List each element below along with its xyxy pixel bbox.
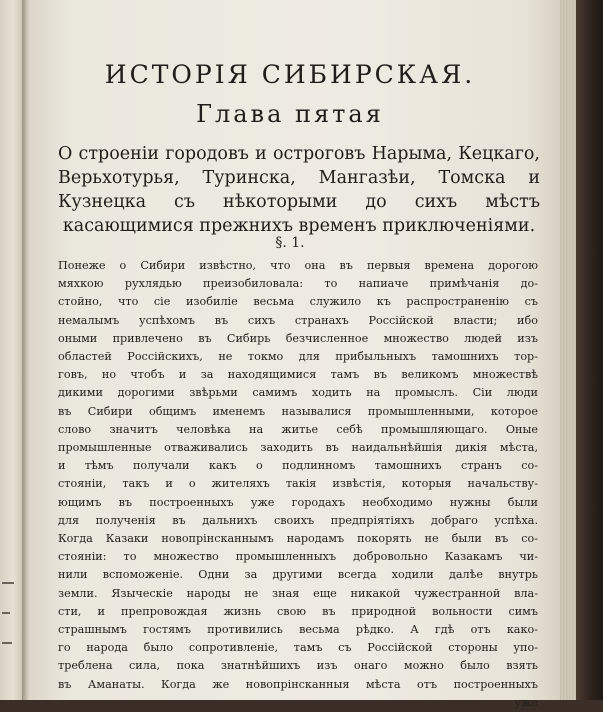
body-line: уже	[514, 695, 538, 709]
body-line: сти, и препровождая жизнь свою въ природной вольности симъ	[58, 604, 538, 618]
body-line: мяхкою рухлядью преизобиловала: то напиаче примѣчанія до-	[58, 277, 538, 291]
running-head: ИСТОРІЯ СИБИРСКАЯ.	[104, 60, 476, 89]
body-line: и тѣмъ получали какъ о подлинномъ тамошнихъ странъ со-	[58, 459, 538, 473]
body-line: въ Аманаты. Когда же новопрінсканныя мѣста отъ построенныхъ	[58, 677, 538, 691]
body-line: для полученія въ дальнихъ своихъ предпріятіяхъ добраго успѣха.	[58, 513, 538, 527]
body-line: стояніи, такъ и о жителяхъ такія извѣстія, которыя начальству-	[58, 477, 538, 491]
body-line: Понеже о Сибири извѣстно, что она въ первыя времена дорогою	[58, 259, 538, 272]
body-line: Когда Казаки новопрінсканнымъ народамъ покорять не были въ со-	[58, 532, 538, 546]
body-line: слово значитъ человѣка на житье себѣ промышляющаго. Оные	[58, 422, 538, 436]
body-line: оными привлечено въ Сибирь безчисленное множество людей изъ	[58, 331, 538, 345]
chapter-subtitle: О строеніи городовъ и остроговъ Нарыма, Кецкаго, Верьхотурья, Туринска, Мангазѣи, Томска и Кузнецка съ нѣкоторыми до сихъ мѣстъ касающимися прежнихъ временъ приключеніями.	[58, 144, 540, 236]
body-line: ющимъ въ построенныхъ уже городахъ необходимо нужны были	[58, 495, 538, 509]
body-line: треблена сила, пока знатнѣйшихъ изъ онаго можно было взять	[58, 659, 538, 673]
body-line: въ Сибири общимъ именемъ называлися промышленными, которое	[58, 404, 538, 418]
facing-page-edge	[0, 0, 24, 700]
body-line: стояніи: то множество промышленныхъ добровольно Казакамъ чи-	[58, 550, 538, 564]
chapter-title: Глава пятая	[196, 100, 384, 128]
section-mark: §. 1.	[275, 235, 305, 251]
page-block-edge	[560, 0, 576, 700]
body-line: промышленные отваживались заходить въ наидальнѣйшія дикія мѣста,	[58, 441, 538, 455]
body-line: немалымъ успѣхомъ въ сихъ странахъ Россійской власти; ибо	[58, 313, 538, 327]
body-line: страшнымъ гостямъ противились весьма рѣдко. А гдѣ отъ како-	[58, 623, 538, 637]
body-line: го народа было сопротивленіе, тамъ съ Россійской стороны упо-	[58, 641, 538, 655]
facing-page-text-fragment	[2, 612, 10, 614]
body-line: говъ, но чтобъ и за находящимися тамъ въ великомъ множествѣ	[58, 368, 538, 382]
body-text	[58, 257, 538, 712]
facing-page-text-fragment	[2, 582, 14, 584]
facing-page-text-fragment	[2, 642, 12, 644]
body-line: нили вспоможеніе. Одни за другими всегда ходили далѣе внутрь	[58, 568, 538, 582]
body-line: областей Россійскихъ, не токмо для прибыльныхъ тамошнихъ тор-	[58, 350, 538, 364]
body-line: стойно, что сіе изобиліе весьма служило къ распространенію съ	[58, 295, 538, 309]
body-line: земли. Языческіе народы не зная еще никакой чужестранной вла-	[58, 586, 538, 600]
body-line: дикими дорогими звѣрьми самимъ ходить на промыслъ. Сіи люди	[58, 386, 538, 400]
book-cover	[576, 0, 603, 700]
